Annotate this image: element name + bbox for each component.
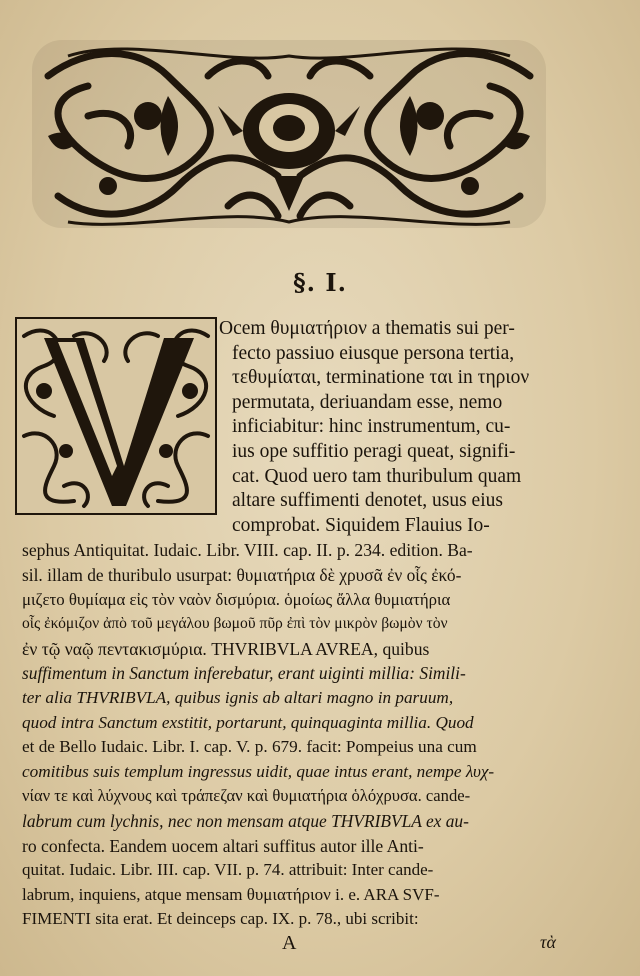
catchword: τὰ [540, 932, 556, 952]
text-line: labrum, inquiens, atque mensam θυμιατήριον i. e. ARA SVF- [22, 884, 440, 904]
text-line: οἷς ἐκόμιζον ἀπὸ τοῦ μεγάλου βωμοῦ πῦρ ἐπὶ τὸν μικρὸν βωμὸν τὸν [22, 615, 448, 633]
ornamental-headpiece [28, 36, 550, 232]
text-line: inficiabitur: hinc instrumentum, cu- [232, 416, 511, 438]
text-line: FIMENTI sita erat. Et deinceps cap. IX. p. 78., ubi scribit: [22, 909, 419, 929]
text-line: permutata, deriuandam esse, nemo [232, 391, 503, 413]
text-line: ius ope suffitio peragi queat, signifi- [232, 441, 516, 462]
text-line: labrum cum lychnis, nec non mensam atque THVRIBVLA ex au- [22, 811, 469, 831]
text-line: sil. illam de thuribulo usurpat: θυμιατήρια δὲ χρυσᾶ ἐν οἷς ἐκό- [22, 565, 462, 585]
text-line: comprobat. Siquidem Flauius Io- [232, 514, 490, 536]
text-line: ἐν τῷ ναῷ πεντακισμύρια. THVRIBVLA AVREA, quibus [22, 638, 430, 659]
section-heading: §. I. [293, 268, 347, 297]
text-line: μιζετο θυμίαμα εἰς τὸν ναὸν δισμύρια. ὁμοίως ἄλλα θυμιατήρια [22, 589, 451, 609]
text-line: et de Bello Iudaic. Libr. I. cap. V. p. 679. facit: Pompeius una cum [22, 737, 477, 757]
text-line: ter alia THVRIBVLA, quibus ignis ab altari magno in paruum, [22, 688, 454, 707]
signature-mark: A [282, 932, 297, 954]
decorated-initial-v [14, 316, 218, 516]
text-line: quod intra Sanctum exstitit, portarunt, quinquaginta millia. Quod [22, 712, 474, 732]
text-line: sephus Antiquitat. Iudaic. Libr. VIII. cap. II. p. 234. edition. Ba- [22, 540, 473, 561]
text-line: ro confecta. Eandem uocem altari suffitus autor ille Anti- [22, 835, 424, 856]
text-line: fecto passiuo eiusque persona tertia, [232, 342, 515, 364]
text-line: comitibus suis templum ingressus uidit, quae intus erant, nempe λυχ- [22, 761, 495, 781]
text-line: Ocem θυμιατήριον a thematis sui per- [219, 318, 515, 339]
text-line: quitat. Iudaic. Libr. III. cap. VII. p. 74. attribuit: Inter cande- [22, 860, 434, 880]
text-line: suffimentum in Sanctum inferebatur, erant uiginti millia: Simili- [22, 663, 466, 684]
text-line: τεθυμίαται, terminatione ται in τηριον [232, 367, 530, 389]
text-line: νίαν τε καὶ λύχνους καὶ τράπεζαν καὶ θυμιατήρια ὁλόχρυσα. cande- [22, 786, 471, 806]
text-line: cat. Quod uero tam thuribulum quam [232, 465, 522, 487]
text-line: altare suffimenti denotet, usus eius [232, 490, 503, 512]
